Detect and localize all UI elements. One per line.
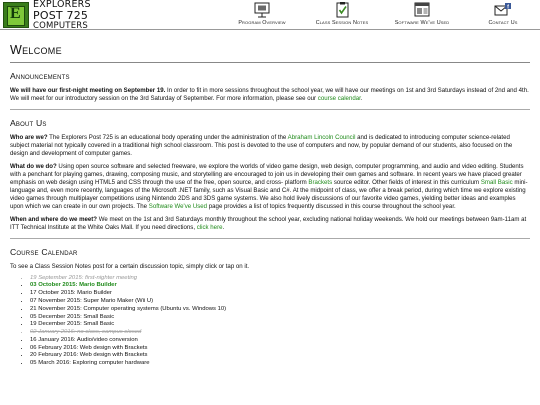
- when-text: We meet on the 1st and 3rd Saturdays monthly throughout the school year, excluding national holiday weekends. We hold our meetings between 9am-11am at ITT Technical Institute at the White Oaks Mall. If you need directions,: [10, 215, 527, 231]
- what-text-c: mini-language and, even more recently, languages of the Microsoft .NET family, such as Visual Basic and C#. At the midpoint of class, we offer a break period, during which time we explore existing video games through multiplayer competitions using Nintendo 2DS and 3DS game systems. We also hold lively discussions of our favorite video games, yielding better ideas and examples upon which we can create in our own projects. The: [10, 179, 528, 210]
- nav-label: Class Session Notes: [315, 20, 369, 26]
- small-basic-link[interactable]: Small Basic: [480, 179, 513, 187]
- announcements-section: [10, 71, 530, 110]
- announcement-text: [10, 87, 530, 103]
- when-end: .: [222, 223, 225, 231]
- announcement-body: In order to fit in more sessions throughout the school year, we will have our meetings on 1st and 3rd Saturdays instead of 2nd and 4th. We will meet for our introductory session on the 3rd Saturday of September. For more information, please see our: [10, 87, 529, 103]
- who-question: Who are we?: [10, 134, 48, 142]
- about-heading: About Us: [10, 118, 47, 129]
- when-question: When and where do we meet?: [10, 215, 98, 223]
- logo-letter: E: [10, 5, 21, 22]
- calendar-item[interactable]: • 07 November 2015: Super Mario Maker (Wii U): [30, 298, 530, 306]
- page-title: Welcome: [10, 42, 530, 63]
- calendar-item: [30, 282, 530, 290]
- nav-contact-us[interactable]: [478, 2, 528, 27]
- announcements-heading: Announcements: [10, 71, 70, 82]
- calendar-section: [10, 247, 530, 368]
- nav-class-session-notes[interactable]: [308, 2, 376, 27]
- calendar-item[interactable]: • 19 December 2015: Small Basic: [30, 321, 530, 329]
- calendar-item[interactable]: • 05 March 2016: Exploring computer hardware: [30, 360, 530, 368]
- about-what: [10, 163, 530, 211]
- who-text-a: The Explorers Post 725 is an educational body operating under the administration of the: [47, 134, 288, 142]
- calendar-item[interactable]: • 21 November 2015: Computer operating systems (Ubuntu vs. Windows 10): [30, 306, 530, 314]
- calendar-heading: Course Calendar: [10, 246, 78, 257]
- calendar-item[interactable]: • 16 January 2016: Audio/video conversion: [30, 337, 530, 345]
- software-used-link[interactable]: Software We've Used: [148, 202, 208, 210]
- calendar-item[interactable]: • 17 October 2015: Mario Builder: [30, 290, 530, 298]
- what-question: What do we do?: [10, 163, 57, 171]
- brand-line-1: EXPLORERS: [33, 0, 91, 10]
- calendar-item[interactable]: • 19 September 2015: first-nighter meeting: [30, 275, 530, 283]
- calendar-item[interactable]: • 06 February 2016: Web design with Brackets: [30, 345, 530, 353]
- calendar-item: • 02 January 2016: no class, campus closed: [30, 329, 530, 337]
- calendar-item[interactable]: • 20 February 2016: Web design with Brackets: [30, 352, 530, 360]
- main-content: [0, 30, 540, 368]
- abraham-lincoln-council-link[interactable]: Abraham Lincoln Council: [287, 134, 356, 142]
- brackets-link[interactable]: Brackets: [308, 179, 333, 187]
- calendar-item[interactable]: • 05 December 2015: Small Basic: [30, 314, 530, 322]
- nav-label: Software We've Used: [394, 20, 450, 26]
- svg-text:f: f: [507, 4, 509, 11]
- what-text-d: page provides a list of topics frequently discussed in this course throughout the school year.: [207, 202, 456, 210]
- brand-line-2: POST 725: [33, 9, 89, 22]
- nav-software-used[interactable]: [389, 2, 455, 27]
- who-text-b: and is dedicated to introducing computer science-related subject material not typically covered in a traditional high school classroom. This post is devoted to the use of computers and now, by popular demand of our students, also focused on the design and development of computer games.: [10, 134, 513, 158]
- nav-label: Contact Us: [488, 20, 518, 26]
- site-brand[interactable]: [33, 0, 91, 30]
- calendar-item-link[interactable]: 03 October 2015: Mario Builder: [30, 282, 117, 289]
- announcement-end: .: [360, 95, 363, 103]
- envelope-facebook-icon: [494, 2, 512, 18]
- directions-link[interactable]: click here: [196, 223, 223, 231]
- course-calendar-link[interactable]: course calendar: [317, 95, 361, 103]
- window-app-icon: [413, 2, 431, 18]
- nav-program-overview[interactable]: [232, 2, 292, 27]
- clipboard-check-icon: [333, 2, 351, 18]
- brand-line-3: COMPUTERS: [33, 20, 88, 31]
- about-section: [10, 118, 530, 238]
- what-text-a: Using open source software and selected freeware, we explore the worlds of video game design, web design, computer programming, and audio and video editing. Students with a penchant for playing games, drawing, composing music, and storytelling are encouraged to join us in developing their own games and software. In recent years we have placed greater emphasis on web design using HTML5 and CSS through the use of the free, open source, and cross- platform: [10, 163, 524, 187]
- calendar-intro: To see a Class Session Notes post for a certain discussion topic, simply click or tap on it.: [10, 262, 250, 270]
- calendar-list: [30, 275, 530, 368]
- site-header: [0, 0, 540, 30]
- what-text-b: source editor. Other fields of interest in this curriculum: [332, 179, 481, 187]
- site-logo[interactable]: [3, 2, 29, 28]
- announcement-bold: We will have our first-night meeting on September 19.: [10, 87, 166, 95]
- nav-label: Program Overview: [238, 20, 286, 26]
- about-who: [10, 134, 530, 158]
- monitor-easel-icon: [253, 2, 271, 18]
- about-when: [10, 216, 530, 232]
